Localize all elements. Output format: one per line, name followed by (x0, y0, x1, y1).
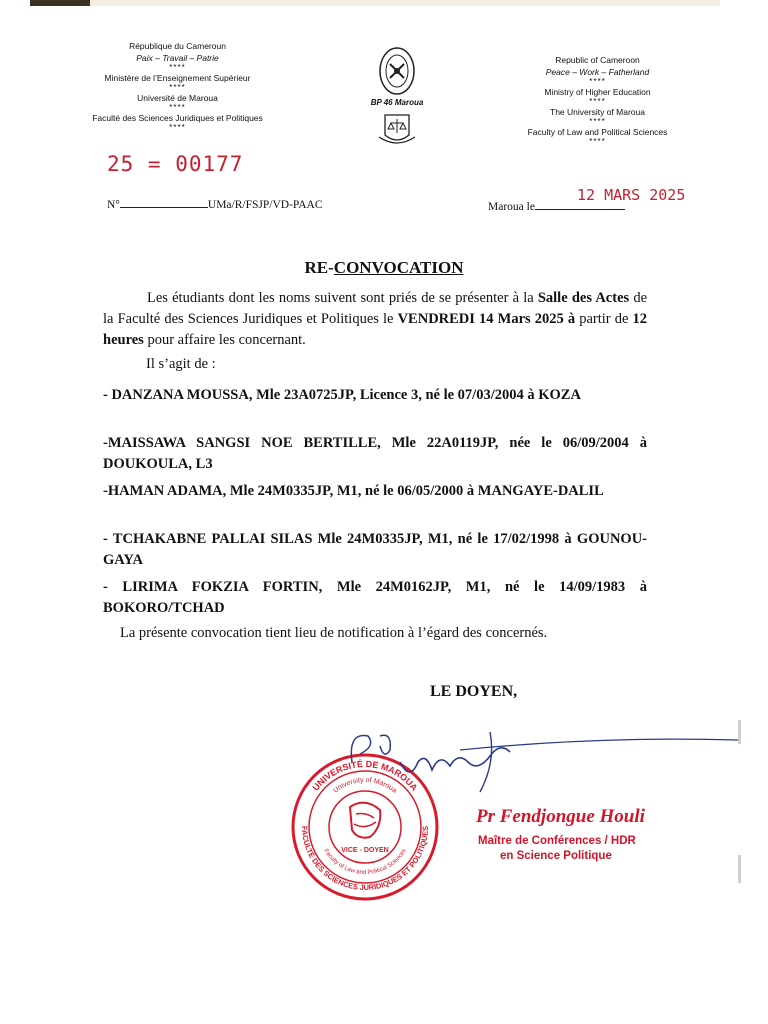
header-right-country: Republic of Cameroon (555, 55, 640, 65)
scan-top-edge-dark (30, 0, 90, 6)
signatory-title-1: Maître de Conférences / HDR (478, 835, 636, 847)
header-left-university: Université de Maroua (137, 93, 218, 103)
student-item: - TCHAKABNE PALLAI SILAS Mle 24M0335JP, M1, né le 17/02/1998 à GOUNOU-GAYA (103, 531, 647, 568)
scan-top-edge (30, 0, 720, 6)
handwritten-signature (340, 722, 740, 807)
university-logo (362, 46, 432, 147)
date-blank (535, 209, 625, 210)
student-item: -HAMAN ADAMA, Mle 24M0335JP, M1, né le 06/05/2000 à MANGAYE-DALIL (103, 483, 604, 499)
header-right-faculty: Faculty of Law and Political Sciences (527, 127, 668, 137)
header-right-sep2: **** (589, 97, 606, 106)
seal-inner-top: University of Maroua (332, 776, 398, 795)
scan-edge-mark (738, 855, 741, 883)
scan-edge-mark (738, 720, 741, 744)
intro-date: VENDREDI 14 Mars 2025 à (397, 311, 576, 327)
header-right-sep1: **** (589, 77, 606, 86)
university-crest-icon (377, 46, 417, 96)
seal-outer-bottom: FACULTÉ DES SCIENCES JURIDIQUES ET POLITIQUES (299, 825, 431, 893)
seal-outer-top: UNIVERSITÉ DE MAROUA (310, 758, 420, 793)
student-item: - LIRIMA FOKZIA FORTIN, Mle 24M0162JP, M1, né le 14/09/1983 à BOKORO/TCHAD (103, 579, 647, 616)
intro-text-2: de la Faculté des Sciences Juridiques et Politiques le (103, 290, 648, 327)
signatory-role: LE DOYEN, (430, 683, 518, 700)
header-right (490, 54, 705, 146)
header-left-ministry: Ministère de l’Enseignement Supérieur (104, 73, 251, 83)
header-left-sep4: **** (169, 123, 186, 132)
reference-suffix: UMa/R/FSJP/VD-PAAC (207, 199, 323, 211)
header-right-ministry: Ministry of Higher Education (544, 87, 651, 97)
header-left-sep3: **** (169, 103, 186, 112)
logo-bp-text: BP 46 Maroua (370, 98, 424, 107)
seal-inner-bottom: Faculty of Law and Political Sciences (322, 848, 408, 877)
header-right-motto: Peace – Work – Fatherland (545, 67, 650, 77)
student-item: -MAISSAWA SANGSI NOE BERTILLE, Mle 22A0119JP, née le 06/09/2004 à DOUKOULA, L3 (103, 435, 647, 472)
reference-blank (120, 207, 208, 208)
title-main: CONVOCATION (333, 258, 464, 277)
closing-statement: La présente convocation tient lieu de notification à l’égard des concernés. (120, 625, 548, 641)
date-line (488, 201, 625, 213)
header-left-sep1: **** (169, 63, 186, 72)
list-intro: Il s’agit de : (146, 356, 216, 372)
student-item: - DANZANA MOUSSA, Mle 23A0725JP, Licence 3, né le 07/03/2004 à KOZA (103, 387, 581, 403)
header-left-faculty: Faculté des Sciences Juridiques et Politiques (92, 113, 263, 123)
intro-venue: Salle des Actes (537, 290, 630, 306)
intro-text-1: Les étudiants dont les noms suivent sont priés de se présenter à la (147, 290, 538, 306)
title-prefix: RE- (304, 258, 334, 277)
intro-text-4: pour affaire les concernant. (143, 332, 306, 348)
header-left-country: République du Cameroun (129, 41, 226, 51)
reference-number-stamp: 25 = 00177 (107, 152, 244, 176)
reference-prefix: N° (107, 199, 120, 211)
intro-paragraph (103, 288, 647, 351)
signatory-title-2: en Science Politique (500, 850, 612, 862)
intro-time: 12 heures (103, 311, 648, 348)
header-left-sep2: **** (169, 83, 186, 92)
header-left (70, 40, 285, 132)
signatory-name: Pr Fendjongue Houli (476, 806, 645, 827)
scales-of-justice-icon (377, 111, 417, 147)
header-right-sep3: **** (589, 117, 606, 126)
reference-line (107, 199, 323, 211)
header-left-motto: Paix – Travail – Patrie (136, 53, 219, 63)
signature-stroke-icon (340, 722, 740, 802)
document-title (0, 258, 768, 278)
date-stamp: 12 MARS 2025 (577, 186, 686, 204)
intro-text-3: partir de (575, 311, 633, 327)
header-right-sep4: **** (589, 137, 606, 146)
seal-center: VICE - DOYEN (341, 847, 389, 854)
date-place: Maroua le (488, 201, 535, 213)
header-right-university: The University of Maroua (550, 107, 645, 117)
